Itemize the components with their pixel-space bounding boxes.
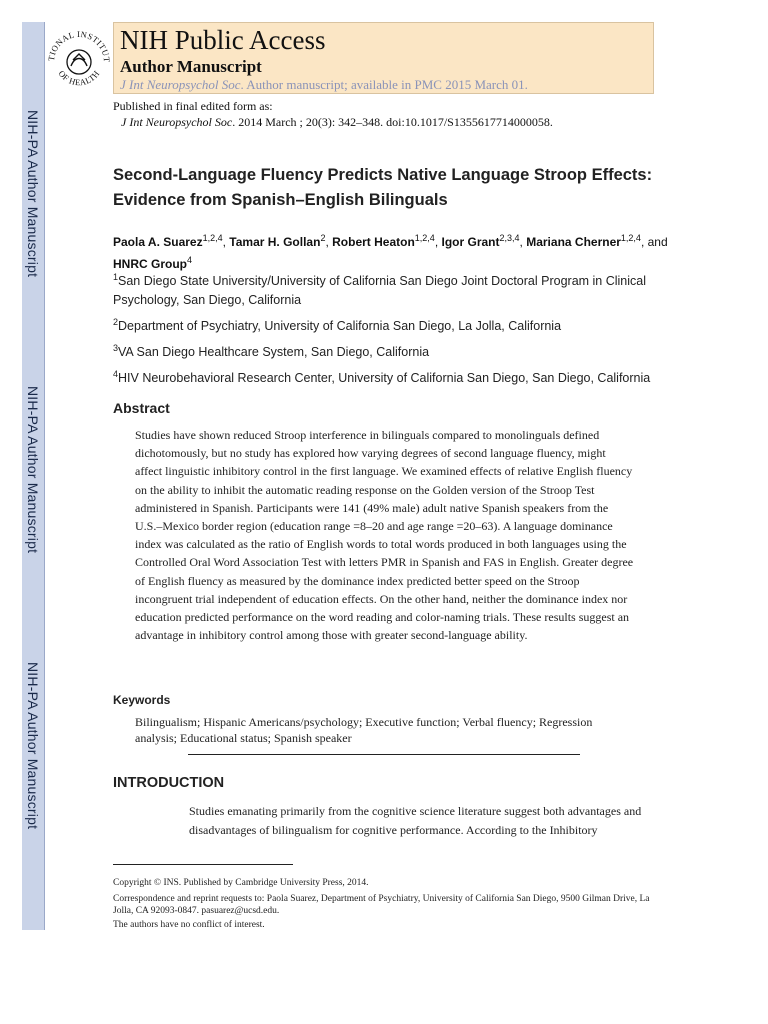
abstract-text: Studies have shown reduced Stroop interference in bilinguals compared to monolinguals defined dichotomously, but no study has explored how varying degrees of second language fluency, might affect linguistic inhibitory control in the first language. We examined effects of relative English fluency on the ability to inhibit the automatic reading response on the Golden version of the Stroop Test administered in Spanish. Participants were 141 (49% male) adult native Spanish speakers from the U.S.–Mexico border region (education range =8–20 and age range =20–63). A language dominance index was calculated as the ratio of English words to total words produced in both languages using the Controlled Oral Word Association Test with letters PMR in Spanish and FAS in English. Greater degree of English fluency as measured by the dominance index predicted better speed on the Stroop incongruent trial independent of education effects. On the other hand, neither the dominance index nor education predicted performance on the word reading and color-naming trials. These results suggest an advantage in inhibitory control among those with greater second-language ability. [135, 428, 634, 643]
author-list: Paola A. Suarez$^{1,2,4}$, Tamar H. Gollan$^2$, Robert Heaton$^{1,2,4}$, Igor Grant$^{2,3,4}$, Mariana Cherner$^{1,2,4}$, and HNRC Group$^4$ [113, 233, 668, 271]
introduction-text: Studies emanating primarily from the cognitive science literature suggest both advantages and disadvantages of bilingualism for cognitive performance. According to the Inhibitory [189, 804, 642, 837]
publication-info [113, 98, 553, 130]
author-affiliation-sup: 1,2,4 [202, 233, 223, 243]
keywords-divider [188, 754, 580, 755]
author-affiliation-sup: 1,2,4 [414, 233, 435, 243]
svg-text:NATIONAL INSTITUTES [44, 22, 112, 63]
author-affiliation-sup: 1,2,4 [620, 233, 641, 243]
author-name: Tamar H. Gollan [229, 235, 321, 249]
author-affiliation-sup: 2,3,4 [499, 233, 520, 243]
sidebar-label-1: NIH-PA Author Manuscript [25, 110, 41, 278]
author-name: Paola A. Suarez [113, 235, 203, 249]
header-title: NIH Public Access [120, 25, 326, 55]
logo-top-text: TIONAL INSTITUT [45, 28, 113, 63]
nih-logo [44, 22, 114, 96]
affiliation-1: $^1$San Diego State University/University of California San Diego Joint Doctoral Program in Clinical Psychology, San Diego, California [113, 272, 647, 308]
header-box [113, 22, 654, 94]
svg-text:OF HEALTH [57, 68, 102, 87]
abstract-heading: Abstract [113, 400, 170, 416]
author-name: Robert Heaton [332, 235, 415, 249]
conflict-note: The authors have no conflict of interest. [113, 920, 265, 930]
footnote-divider [113, 864, 293, 865]
affiliation-3: $^3$VA San Diego Healthcare System, San Diego, California [113, 343, 430, 360]
citation-details: . 2014 March ; 20(3): 342–348. doi:10.1017/S1355617714000058. [232, 115, 553, 129]
citation-journal: J Int Neuropsychol Soc [121, 115, 233, 129]
citation-line [113, 114, 553, 130]
keywords-text: Bilingualism; Hispanic Americans/psychology; Executive function; Verbal fluency; Regression analysis; Educational status; Spanish speaker [135, 715, 593, 745]
sidebar [22, 22, 45, 930]
copyright-note: Copyright © INS. Published by Cambridge University Press, 2014. [113, 878, 369, 888]
header-journal-name: J Int Neuropsychol Soc [120, 77, 241, 92]
introduction-heading: INTRODUCTION [113, 775, 225, 791]
affiliation-2: $^2$Department of Psychiatry, University of California San Diego, La Jolla, California [113, 317, 562, 334]
published-in-label: Published in final edited form as: [113, 99, 273, 113]
author-affiliation-sup: 4 [187, 255, 193, 265]
affiliation-4: $^4$HIV Neurobehavioral Research Center, University of California San Diego, San Diego, California [113, 369, 651, 386]
author-name: HNRC Group [113, 257, 187, 271]
keywords-heading: Keywords [113, 693, 171, 707]
author-name: Igor Grant [441, 235, 500, 249]
article-title: Second-Language Fluency Predicts Native Language Stroop Effects: Evidence from Spanish–English Bilinguals [113, 166, 653, 209]
author-affiliation-sup: 2 [320, 233, 326, 243]
sidebar-label-2: NIH-PA Author Manuscript [25, 386, 41, 554]
author-name: Mariana Cherner [526, 235, 621, 249]
sidebar-label-3: NIH-PA Author Manuscript [25, 662, 41, 830]
correspondence-note: Correspondence and reprint requests to: Paola Suarez, Department of Psychiatry, University of California San Diego, 9500 Gilman Drive, La Jolla, CA 92093-0847. pasuarez@ucsd.edu. [113, 894, 650, 916]
header-journal-availability: . Author manuscript; available in PMC 2015 March 01. [240, 77, 528, 92]
logo-bottom-text: OF HEALTH [56, 68, 102, 88]
header-subtitle: Author Manuscript [120, 57, 262, 76]
header-journal-line [120, 77, 528, 93]
